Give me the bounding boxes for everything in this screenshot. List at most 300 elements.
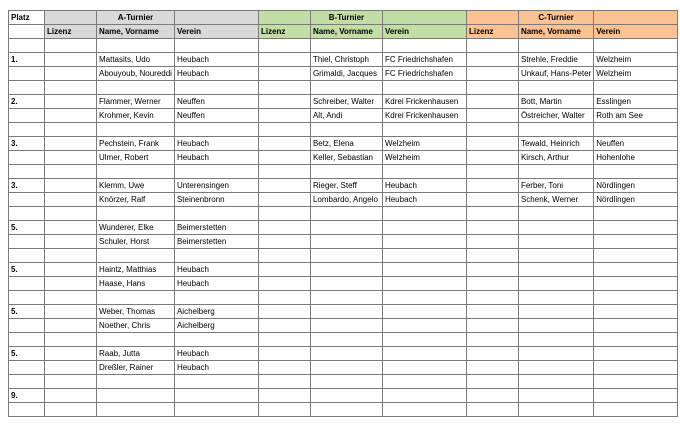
a-verein-cell[interactable]: Neuffen bbox=[174, 95, 258, 109]
a-verein-cell[interactable] bbox=[174, 291, 258, 305]
header-b-verein[interactable]: Verein bbox=[382, 25, 466, 39]
c-name-cell[interactable] bbox=[518, 403, 593, 417]
platz-cell[interactable] bbox=[9, 375, 45, 389]
a-name-cell[interactable] bbox=[97, 81, 175, 95]
platz-cell[interactable] bbox=[9, 403, 45, 417]
a-name-cell[interactable] bbox=[97, 333, 175, 347]
c-name-cell[interactable] bbox=[518, 305, 593, 319]
a-lizenz-cell[interactable] bbox=[45, 235, 97, 249]
header-b-spacer[interactable] bbox=[382, 11, 466, 25]
a-lizenz-cell[interactable] bbox=[45, 179, 97, 193]
a-lizenz-cell[interactable] bbox=[45, 361, 97, 375]
b-name-cell[interactable] bbox=[310, 347, 382, 361]
c-verein-cell[interactable] bbox=[594, 235, 678, 249]
a-verein-cell[interactable]: Beimerstetten bbox=[174, 235, 258, 249]
a-lizenz-cell[interactable] bbox=[45, 221, 97, 235]
a-name-cell[interactable]: Haintz, Matthias bbox=[97, 263, 175, 277]
c-verein-cell[interactable] bbox=[594, 347, 678, 361]
b-verein-cell[interactable] bbox=[382, 375, 466, 389]
c-name-cell[interactable]: Bott, Martin bbox=[518, 95, 593, 109]
a-name-cell[interactable]: Flammer, Werner bbox=[97, 95, 175, 109]
c-verein-cell[interactable] bbox=[594, 305, 678, 319]
tournament-results-table bbox=[8, 10, 678, 417]
platz-cell[interactable] bbox=[9, 123, 45, 137]
b-name-cell[interactable] bbox=[310, 207, 382, 221]
c-verein-cell[interactable] bbox=[594, 333, 678, 347]
a-lizenz-cell[interactable] bbox=[45, 137, 97, 151]
a-verein-cell[interactable] bbox=[174, 123, 258, 137]
b-name-cell[interactable] bbox=[310, 263, 382, 277]
c-lizenz-cell[interactable] bbox=[466, 165, 518, 179]
a-verein-cell[interactable]: Aichelberg bbox=[174, 305, 258, 319]
platz-cell[interactable]: 2. bbox=[9, 95, 45, 109]
b-name-cell[interactable]: Lombardo, Angelo bbox=[310, 193, 382, 207]
a-lizenz-cell[interactable] bbox=[45, 403, 97, 417]
c-verein-cell[interactable] bbox=[594, 81, 678, 95]
c-lizenz-cell[interactable] bbox=[466, 319, 518, 333]
platz-cell[interactable] bbox=[9, 193, 45, 207]
header-c-verein[interactable]: Verein bbox=[594, 25, 678, 39]
b-lizenz-cell[interactable] bbox=[258, 249, 310, 263]
c-verein-cell[interactable] bbox=[594, 249, 678, 263]
b-verein-cell[interactable]: Kdrei Frickenhausen bbox=[382, 95, 466, 109]
a-name-cell[interactable] bbox=[97, 39, 175, 53]
b-lizenz-cell[interactable] bbox=[258, 235, 310, 249]
a-lizenz-cell[interactable] bbox=[45, 305, 97, 319]
b-name-cell[interactable] bbox=[310, 123, 382, 137]
b-name-cell[interactable] bbox=[310, 39, 382, 53]
c-lizenz-cell[interactable] bbox=[466, 263, 518, 277]
b-lizenz-cell[interactable] bbox=[258, 109, 310, 123]
b-name-cell[interactable] bbox=[310, 389, 382, 403]
b-lizenz-cell[interactable] bbox=[258, 305, 310, 319]
a-lizenz-cell[interactable] bbox=[45, 319, 97, 333]
b-name-cell[interactable]: Betz, Elena bbox=[310, 137, 382, 151]
a-verein-cell[interactable] bbox=[174, 249, 258, 263]
a-lizenz-cell[interactable] bbox=[45, 151, 97, 165]
table-row bbox=[9, 179, 678, 193]
b-lizenz-cell[interactable] bbox=[258, 179, 310, 193]
c-lizenz-cell[interactable] bbox=[466, 53, 518, 67]
a-name-cell[interactable] bbox=[97, 207, 175, 221]
a-lizenz-cell[interactable] bbox=[45, 67, 97, 81]
b-lizenz-cell[interactable] bbox=[258, 165, 310, 179]
c-verein-cell[interactable] bbox=[594, 221, 678, 235]
c-name-cell[interactable] bbox=[518, 277, 593, 291]
b-verein-cell[interactable] bbox=[382, 277, 466, 291]
c-lizenz-cell[interactable] bbox=[466, 95, 518, 109]
b-lizenz-cell[interactable] bbox=[258, 81, 310, 95]
a-lizenz-cell[interactable] bbox=[45, 39, 97, 53]
b-lizenz-cell[interactable] bbox=[258, 291, 310, 305]
platz-cell[interactable] bbox=[9, 39, 45, 53]
b-lizenz-cell[interactable] bbox=[258, 403, 310, 417]
c-name-cell[interactable] bbox=[518, 291, 593, 305]
b-name-cell[interactable] bbox=[310, 81, 382, 95]
b-verein-cell[interactable]: Welzheim bbox=[382, 137, 466, 151]
b-name-cell[interactable]: Rieger, Steff bbox=[310, 179, 382, 193]
c-name-cell[interactable]: Kirsch, Arthur bbox=[518, 151, 593, 165]
header-c-name[interactable]: Name, Vorname bbox=[518, 25, 593, 39]
platz-cell[interactable] bbox=[9, 277, 45, 291]
platz-cell[interactable] bbox=[9, 361, 45, 375]
platz-cell[interactable] bbox=[9, 291, 45, 305]
c-lizenz-cell[interactable] bbox=[466, 249, 518, 263]
header-a-lizenz[interactable]: Lizenz bbox=[45, 25, 97, 39]
a-name-cell[interactable]: Haase, Hans bbox=[97, 277, 175, 291]
a-verein-cell[interactable] bbox=[174, 403, 258, 417]
a-lizenz-cell[interactable] bbox=[45, 123, 97, 137]
a-verein-cell[interactable]: Beimerstetten bbox=[174, 221, 258, 235]
c-name-cell[interactable] bbox=[518, 235, 593, 249]
table-row bbox=[9, 235, 678, 249]
c-lizenz-cell[interactable] bbox=[466, 333, 518, 347]
b-verein-cell[interactable] bbox=[382, 39, 466, 53]
a-name-cell[interactable]: Abouyoub, Noureddi bbox=[97, 67, 175, 81]
c-verein-cell[interactable] bbox=[594, 277, 678, 291]
b-verein-cell[interactable] bbox=[382, 319, 466, 333]
a-name-cell[interactable] bbox=[97, 123, 175, 137]
b-verein-cell[interactable] bbox=[382, 333, 466, 347]
c-name-cell[interactable]: Tewald, Heinrich bbox=[518, 137, 593, 151]
a-name-cell[interactable] bbox=[97, 165, 175, 179]
c-name-cell[interactable]: Unkauf, Hans-Peter bbox=[518, 67, 593, 81]
b-name-cell[interactable] bbox=[310, 221, 382, 235]
a-verein-cell[interactable]: Heubach bbox=[174, 361, 258, 375]
c-verein-cell[interactable]: Nördlingen bbox=[594, 179, 678, 193]
platz-cell[interactable] bbox=[9, 249, 45, 263]
a-verein-cell[interactable] bbox=[174, 81, 258, 95]
platz-cell[interactable]: 5. bbox=[9, 221, 45, 235]
platz-cell[interactable] bbox=[9, 165, 45, 179]
c-lizenz-cell[interactable] bbox=[466, 291, 518, 305]
c-verein-cell[interactable]: Nördlingen bbox=[594, 193, 678, 207]
table-row bbox=[9, 347, 678, 361]
b-name-cell[interactable] bbox=[310, 305, 382, 319]
a-verein-cell[interactable] bbox=[174, 207, 258, 221]
c-name-cell[interactable] bbox=[518, 319, 593, 333]
platz-cell[interactable] bbox=[9, 109, 45, 123]
c-name-cell[interactable] bbox=[518, 389, 593, 403]
b-name-cell[interactable] bbox=[310, 319, 382, 333]
c-verein-cell[interactable] bbox=[594, 375, 678, 389]
a-lizenz-cell[interactable] bbox=[45, 333, 97, 347]
c-lizenz-cell[interactable] bbox=[466, 347, 518, 361]
a-lizenz-cell[interactable] bbox=[45, 291, 97, 305]
a-verein-cell[interactable] bbox=[174, 165, 258, 179]
a-lizenz-cell[interactable] bbox=[45, 81, 97, 95]
a-name-cell[interactable]: Dreßler, Rainer bbox=[97, 361, 175, 375]
a-verein-cell[interactable]: Steinenbronn bbox=[174, 193, 258, 207]
a-name-cell[interactable]: Krohmer, Kevin bbox=[97, 109, 175, 123]
b-lizenz-cell[interactable] bbox=[258, 193, 310, 207]
table-row bbox=[9, 361, 678, 375]
c-lizenz-cell[interactable] bbox=[466, 403, 518, 417]
a-verein-cell[interactable]: Heubach bbox=[174, 347, 258, 361]
header-row-columns bbox=[9, 25, 678, 39]
header-c-spacer[interactable] bbox=[466, 11, 518, 25]
c-lizenz-cell[interactable] bbox=[466, 67, 518, 81]
b-lizenz-cell[interactable] bbox=[258, 123, 310, 137]
a-verein-cell[interactable]: Unterensingen bbox=[174, 179, 258, 193]
a-verein-cell[interactable]: Heubach bbox=[174, 277, 258, 291]
b-verein-cell[interactable] bbox=[382, 305, 466, 319]
c-name-cell[interactable]: Ferber, Toni bbox=[518, 179, 593, 193]
c-verein-cell[interactable] bbox=[594, 263, 678, 277]
c-name-cell[interactable] bbox=[518, 333, 593, 347]
c-lizenz-cell[interactable] bbox=[466, 179, 518, 193]
b-verein-cell[interactable]: Welzheim bbox=[382, 151, 466, 165]
b-name-cell[interactable] bbox=[310, 249, 382, 263]
a-verein-cell[interactable]: Heubach bbox=[174, 137, 258, 151]
platz-cell[interactable] bbox=[9, 67, 45, 81]
c-verein-cell[interactable]: Esslingen bbox=[594, 95, 678, 109]
table-row bbox=[9, 193, 678, 207]
c-lizenz-cell[interactable] bbox=[466, 389, 518, 403]
a-lizenz-cell[interactable] bbox=[45, 347, 97, 361]
a-name-cell[interactable]: Pechstein, Frank bbox=[97, 137, 175, 151]
b-name-cell[interactable] bbox=[310, 165, 382, 179]
c-verein-cell[interactable] bbox=[594, 361, 678, 375]
platz-cell[interactable]: 9. bbox=[9, 389, 45, 403]
b-name-cell[interactable] bbox=[310, 277, 382, 291]
b-lizenz-cell[interactable] bbox=[258, 375, 310, 389]
c-verein-cell[interactable] bbox=[594, 319, 678, 333]
b-name-cell[interactable]: Grimaldi, Jacques bbox=[310, 67, 382, 81]
b-lizenz-cell[interactable] bbox=[258, 39, 310, 53]
c-verein-cell[interactable] bbox=[594, 291, 678, 305]
c-name-cell[interactable]: Strehle, Freddie bbox=[518, 53, 593, 67]
a-name-cell[interactable] bbox=[97, 375, 175, 389]
a-verein-cell[interactable]: Heubach bbox=[174, 151, 258, 165]
c-verein-cell[interactable] bbox=[594, 389, 678, 403]
b-verein-cell[interactable] bbox=[382, 235, 466, 249]
b-name-cell[interactable] bbox=[310, 235, 382, 249]
header-b-spacer[interactable] bbox=[258, 11, 310, 25]
c-verein-cell[interactable] bbox=[594, 403, 678, 417]
a-name-cell[interactable] bbox=[97, 249, 175, 263]
b-lizenz-cell[interactable] bbox=[258, 389, 310, 403]
b-verein-cell[interactable] bbox=[382, 347, 466, 361]
c-name-cell[interactable] bbox=[518, 221, 593, 235]
a-lizenz-cell[interactable] bbox=[45, 95, 97, 109]
a-name-cell[interactable]: Weber, Thomas bbox=[97, 305, 175, 319]
b-verein-cell[interactable] bbox=[382, 389, 466, 403]
a-lizenz-cell[interactable] bbox=[45, 193, 97, 207]
a-name-cell[interactable]: Knörzer, Ralf bbox=[97, 193, 175, 207]
platz-cell[interactable] bbox=[9, 319, 45, 333]
a-lizenz-cell[interactable] bbox=[45, 249, 97, 263]
b-name-cell[interactable] bbox=[310, 291, 382, 305]
b-verein-cell[interactable]: FC Friedrichshafen bbox=[382, 67, 466, 81]
c-verein-cell[interactable] bbox=[594, 165, 678, 179]
a-name-cell[interactable]: Schuler, Horst bbox=[97, 235, 175, 249]
c-name-cell[interactable] bbox=[518, 39, 593, 53]
b-name-cell[interactable]: Thiel, Christoph bbox=[310, 53, 382, 67]
platz-cell[interactable] bbox=[9, 333, 45, 347]
c-lizenz-cell[interactable] bbox=[466, 361, 518, 375]
b-name-cell[interactable]: Schreiber, Walter bbox=[310, 95, 382, 109]
a-verein-cell[interactable]: Heubach bbox=[174, 53, 258, 67]
header-b-lizenz[interactable]: Lizenz bbox=[258, 25, 310, 39]
c-verein-cell[interactable]: Neuffen bbox=[594, 137, 678, 151]
b-lizenz-cell[interactable] bbox=[258, 67, 310, 81]
b-name-cell[interactable]: Keller, Sebastian bbox=[310, 151, 382, 165]
c-lizenz-cell[interactable] bbox=[466, 193, 518, 207]
c-lizenz-cell[interactable] bbox=[466, 221, 518, 235]
b-lizenz-cell[interactable] bbox=[258, 95, 310, 109]
c-name-cell[interactable] bbox=[518, 361, 593, 375]
b-lizenz-cell[interactable] bbox=[258, 137, 310, 151]
c-name-cell[interactable]: Östreicher, Walter bbox=[518, 109, 593, 123]
a-lizenz-cell[interactable] bbox=[45, 53, 97, 67]
c-lizenz-cell[interactable] bbox=[466, 235, 518, 249]
platz-cell[interactable]: 1. bbox=[9, 53, 45, 67]
a-lizenz-cell[interactable] bbox=[45, 165, 97, 179]
c-name-cell[interactable] bbox=[518, 207, 593, 221]
a-lizenz-cell[interactable] bbox=[45, 389, 97, 403]
c-verein-cell[interactable]: Hohenlohe bbox=[594, 151, 678, 165]
b-lizenz-cell[interactable] bbox=[258, 361, 310, 375]
a-lizenz-cell[interactable] bbox=[45, 375, 97, 389]
b-lizenz-cell[interactable] bbox=[258, 333, 310, 347]
c-lizenz-cell[interactable] bbox=[466, 123, 518, 137]
platz-cell[interactable] bbox=[9, 207, 45, 221]
header-platz[interactable]: Platz bbox=[9, 11, 45, 25]
b-verein-cell[interactable] bbox=[382, 165, 466, 179]
b-verein-cell[interactable] bbox=[382, 291, 466, 305]
header-a-name[interactable]: Name, Vorname bbox=[97, 25, 175, 39]
c-lizenz-cell[interactable] bbox=[466, 375, 518, 389]
a-name-cell[interactable]: Ulmer, Robert bbox=[97, 151, 175, 165]
a-verein-cell[interactable] bbox=[174, 333, 258, 347]
c-verein-cell[interactable] bbox=[594, 39, 678, 53]
platz-cell[interactable] bbox=[9, 81, 45, 95]
c-name-cell[interactable] bbox=[518, 375, 593, 389]
b-lizenz-cell[interactable] bbox=[258, 207, 310, 221]
table-row bbox=[9, 221, 678, 235]
c-lizenz-cell[interactable] bbox=[466, 151, 518, 165]
a-verein-cell[interactable]: Heubach bbox=[174, 263, 258, 277]
platz-cell[interactable] bbox=[9, 151, 45, 165]
b-verein-cell[interactable]: Heubach bbox=[382, 193, 466, 207]
a-verein-cell[interactable]: Neuffen bbox=[174, 109, 258, 123]
b-verein-cell[interactable] bbox=[382, 263, 466, 277]
a-name-cell[interactable] bbox=[97, 389, 175, 403]
a-name-cell[interactable]: Mattasits, Udo bbox=[97, 53, 175, 67]
a-name-cell[interactable] bbox=[97, 403, 175, 417]
a-lizenz-cell[interactable] bbox=[45, 277, 97, 291]
a-lizenz-cell[interactable] bbox=[45, 263, 97, 277]
b-verein-cell[interactable] bbox=[382, 403, 466, 417]
b-lizenz-cell[interactable] bbox=[258, 277, 310, 291]
header-b-turnier[interactable]: B-Turnier bbox=[310, 11, 382, 25]
c-name-cell[interactable] bbox=[518, 123, 593, 137]
platz-cell[interactable]: 3. bbox=[9, 137, 45, 151]
b-verein-cell[interactable] bbox=[382, 361, 466, 375]
a-verein-cell[interactable] bbox=[174, 389, 258, 403]
a-name-cell[interactable]: Raab, Jutta bbox=[97, 347, 175, 361]
b-lizenz-cell[interactable] bbox=[258, 221, 310, 235]
platz-cell[interactable]: 3. bbox=[9, 179, 45, 193]
header-platz-blank[interactable] bbox=[9, 25, 45, 39]
c-verein-cell[interactable]: Welzheim bbox=[594, 53, 678, 67]
b-name-cell[interactable] bbox=[310, 333, 382, 347]
c-lizenz-cell[interactable] bbox=[466, 39, 518, 53]
b-verein-cell[interactable] bbox=[382, 249, 466, 263]
table-row bbox=[9, 67, 678, 81]
c-verein-cell[interactable] bbox=[594, 207, 678, 221]
c-lizenz-cell[interactable] bbox=[466, 109, 518, 123]
c-name-cell[interactable] bbox=[518, 81, 593, 95]
b-name-cell[interactable]: Alt, Andi bbox=[310, 109, 382, 123]
b-verein-cell[interactable] bbox=[382, 221, 466, 235]
table-row bbox=[9, 291, 678, 305]
b-verein-cell[interactable]: Kdrei Frickenhausen bbox=[382, 109, 466, 123]
c-lizenz-cell[interactable] bbox=[466, 305, 518, 319]
a-name-cell[interactable] bbox=[97, 291, 175, 305]
a-name-cell[interactable]: Klemm, Uwe bbox=[97, 179, 175, 193]
header-c-lizenz[interactable]: Lizenz bbox=[466, 25, 518, 39]
b-name-cell[interactable] bbox=[310, 375, 382, 389]
a-name-cell[interactable]: Wunderer, Elke bbox=[97, 221, 175, 235]
b-lizenz-cell[interactable] bbox=[258, 263, 310, 277]
c-name-cell[interactable]: Schenk, Werner bbox=[518, 193, 593, 207]
c-name-cell[interactable] bbox=[518, 263, 593, 277]
c-lizenz-cell[interactable] bbox=[466, 277, 518, 291]
platz-cell[interactable]: 5. bbox=[9, 347, 45, 361]
b-name-cell[interactable] bbox=[310, 403, 382, 417]
b-lizenz-cell[interactable] bbox=[258, 319, 310, 333]
c-lizenz-cell[interactable] bbox=[466, 207, 518, 221]
c-name-cell[interactable] bbox=[518, 347, 593, 361]
c-verein-cell[interactable] bbox=[594, 123, 678, 137]
c-verein-cell[interactable]: Roth am See bbox=[594, 109, 678, 123]
a-lizenz-cell[interactable] bbox=[45, 109, 97, 123]
header-c-turnier[interactable]: C-Turnier bbox=[518, 11, 593, 25]
a-name-cell[interactable]: Noether, Chris bbox=[97, 319, 175, 333]
c-lizenz-cell[interactable] bbox=[466, 137, 518, 151]
header-a-verein[interactable]: Verein bbox=[174, 25, 258, 39]
b-verein-cell[interactable] bbox=[382, 123, 466, 137]
b-lizenz-cell[interactable] bbox=[258, 347, 310, 361]
b-verein-cell[interactable] bbox=[382, 81, 466, 95]
c-name-cell[interactable] bbox=[518, 165, 593, 179]
b-verein-cell[interactable]: Heubach bbox=[382, 179, 466, 193]
a-verein-cell[interactable] bbox=[174, 375, 258, 389]
b-verein-cell[interactable]: FC Friedrichshafen bbox=[382, 53, 466, 67]
header-b-name[interactable]: Name, Vorname bbox=[310, 25, 382, 39]
c-name-cell[interactable] bbox=[518, 249, 593, 263]
b-lizenz-cell[interactable] bbox=[258, 151, 310, 165]
b-verein-cell[interactable] bbox=[382, 207, 466, 221]
b-lizenz-cell[interactable] bbox=[258, 53, 310, 67]
header-c-spacer[interactable] bbox=[594, 11, 678, 25]
a-verein-cell[interactable] bbox=[174, 39, 258, 53]
b-name-cell[interactable] bbox=[310, 361, 382, 375]
header-a-spacer[interactable] bbox=[45, 11, 97, 25]
a-verein-cell[interactable]: Aichelberg bbox=[174, 319, 258, 333]
c-verein-cell[interactable]: Welzheim bbox=[594, 67, 678, 81]
platz-cell[interactable]: 5. bbox=[9, 263, 45, 277]
a-lizenz-cell[interactable] bbox=[45, 207, 97, 221]
header-a-spacer[interactable] bbox=[174, 11, 258, 25]
platz-cell[interactable] bbox=[9, 235, 45, 249]
header-a-turnier[interactable]: A-Turnier bbox=[97, 11, 175, 25]
c-lizenz-cell[interactable] bbox=[466, 81, 518, 95]
platz-cell[interactable]: 5. bbox=[9, 305, 45, 319]
a-verein-cell[interactable]: Heubach bbox=[174, 67, 258, 81]
